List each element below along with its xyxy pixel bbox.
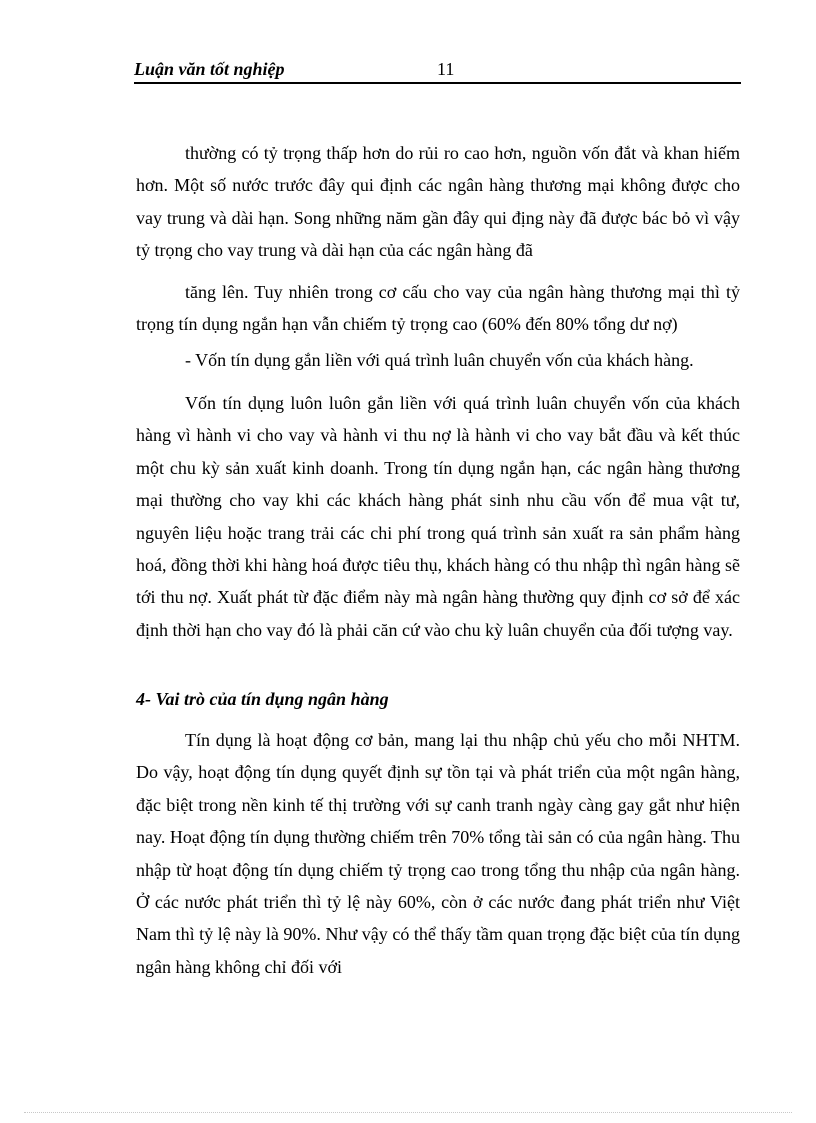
section-heading: 4- Vai trò của tín dụng ngân hàng xyxy=(136,689,389,709)
header-title: Luận văn tốt nghiệp xyxy=(134,59,285,79)
page-bottom-divider xyxy=(24,1112,792,1113)
section-paragraph: Tín dụng là hoạt động cơ bản, mang lại thu nhập chủ yếu cho mỗi NHTM. Do vậy, hoạt động tín dụng quyết định sự tồn tại và phát triển của một ngân hàng, đặc biệt trong nền kinh tế thị trường với sự canh tranh ngày càng gay gắt như hiện nay. Hoạt động tín dụng thường chiếm trên 70% tổng tài sản có của ngân hàng. Thu nhập từ hoạt động tín dụng chiếm tỷ trọng cao trong tổng thu nhập của ngân hàng. Ở các nước phát triển thì tỷ lệ này 60%, còn ở các nước đang phát triển như Việt Nam thì tỷ lệ này là 90%. Như vậy có thể thấy tầm quan trọng đặc biệt của tín dụng ngân hàng không chỉ đối với xyxy=(136,730,740,977)
page-header xyxy=(134,58,741,84)
paragraph-2: tăng lên. Tuy nhiên trong cơ cấu cho vay của ngân hàng thương mại thì tỷ trọng tín dụng ngắn hạn vẫn chiếm tỷ trọng cao (60% đến 80% tổng dư nợ) xyxy=(136,282,740,335)
page-number: 11 xyxy=(437,59,455,79)
paragraph-3: Vốn tín dụng luôn luôn gắn liền với quá trình luân chuyển vốn của khách hàng vì hành vi cho vay và hành vi thu nợ là hành vi cho vay bắt đầu và kết thúc một chu kỳ sản xuất kinh doanh. Trong tín dụng ngắn hạn, các ngân hàng thương mại thường cho vay khi các khách hàng phát sinh nhu cầu vốn để mua vật tư, nguyên liệu hoặc trang trải các chi phí trong quá trình sản xuất ra sản phẩm hàng hoá, đồng thời khi hàng hoá được tiêu thụ, khách hàng có thu nhập thì ngân hàng sẽ tới thu nợ. Xuất phát từ đặc điểm này mà ngân hàng thường quy định cơ sở để xác định thời hạn cho vay đó là phải căn cứ vào chu kỳ luân chuyển của đối tượng vay. xyxy=(136,393,740,640)
bullet-paragraph: - Vốn tín dụng gắn liền với quá trình luân chuyển vốn của khách hàng. xyxy=(185,350,694,370)
paragraph-1: thường có tỷ trọng thấp hơn do rủi ro cao hơn, nguồn vốn đắt và khan hiếm hơn. Một số nước trước đây qui định các ngân hàng thương mại không được cho vay trung và dài hạn. Song những năm gần đây qui địng này đã được bác bỏ vì vậy tỷ trọng cho vay trung và dài hạn của các ngân hàng đã xyxy=(136,143,740,261)
